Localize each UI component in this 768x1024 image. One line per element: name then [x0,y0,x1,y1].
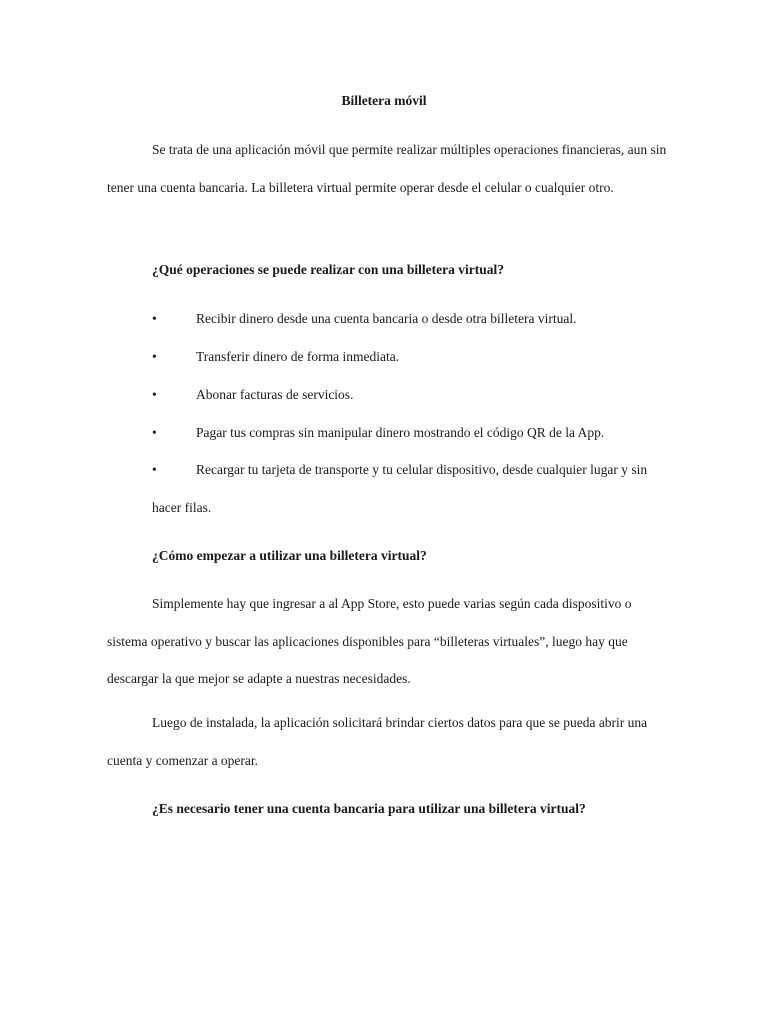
list-item-text: Abonar facturas de servicios. [196,387,354,402]
list-item-text: Transferir dinero de forma inmediata. [196,349,400,364]
section-heading-operations: ¿Qué operaciones se puede realizar con una billetera virtual? [152,262,504,277]
bullet-icon: • [152,387,157,402]
document-title: Billetera móvil [341,93,427,108]
intro-paragraph: Se trata de una aplicación móvil que permite realizar múltiples operaciones financieras, aun sin tener una cuenta bancaria. La billetera virtual permite operar desde el celular o cualquier otro. [107,142,667,195]
bullet-icon: • [152,349,157,364]
list-item-text: Recibir dinero desde una cuenta bancaria o desde otra billetera virtual. [196,311,577,326]
getting-started-paragraph: Simplemente hay que ingresar a al App Store, esto puede varias según cada dispositivo o sistema operativo y buscar las aplicaciones disponibles para “billeteras virtuales”, luego hay que descargar la que mejor se adapte a nuestras necesidades. [107,596,632,686]
section-heading-bank-account: ¿Es necesario tener una cuenta bancaria para utilizar una billetera virtual? [152,801,586,816]
list-item-text: Recargar tu tarjeta de transporte y tu celular dispositivo, desde cualquier lugar y sin hacer filas. [152,462,648,515]
bullet-icon: • [152,462,157,477]
installation-paragraph: Luego de instalada, la aplicación solicitará brindar ciertos datos para que se pueda abrir una cuenta y comenzar a operar. [107,715,648,768]
bullet-icon: • [152,425,157,440]
bullet-icon: • [152,311,157,326]
section-heading-getting-started: ¿Cómo empezar a utilizar una billetera virtual? [152,548,427,563]
list-item-text: Pagar tus compras sin manipular dinero mostrando el código QR de la App. [196,425,605,440]
